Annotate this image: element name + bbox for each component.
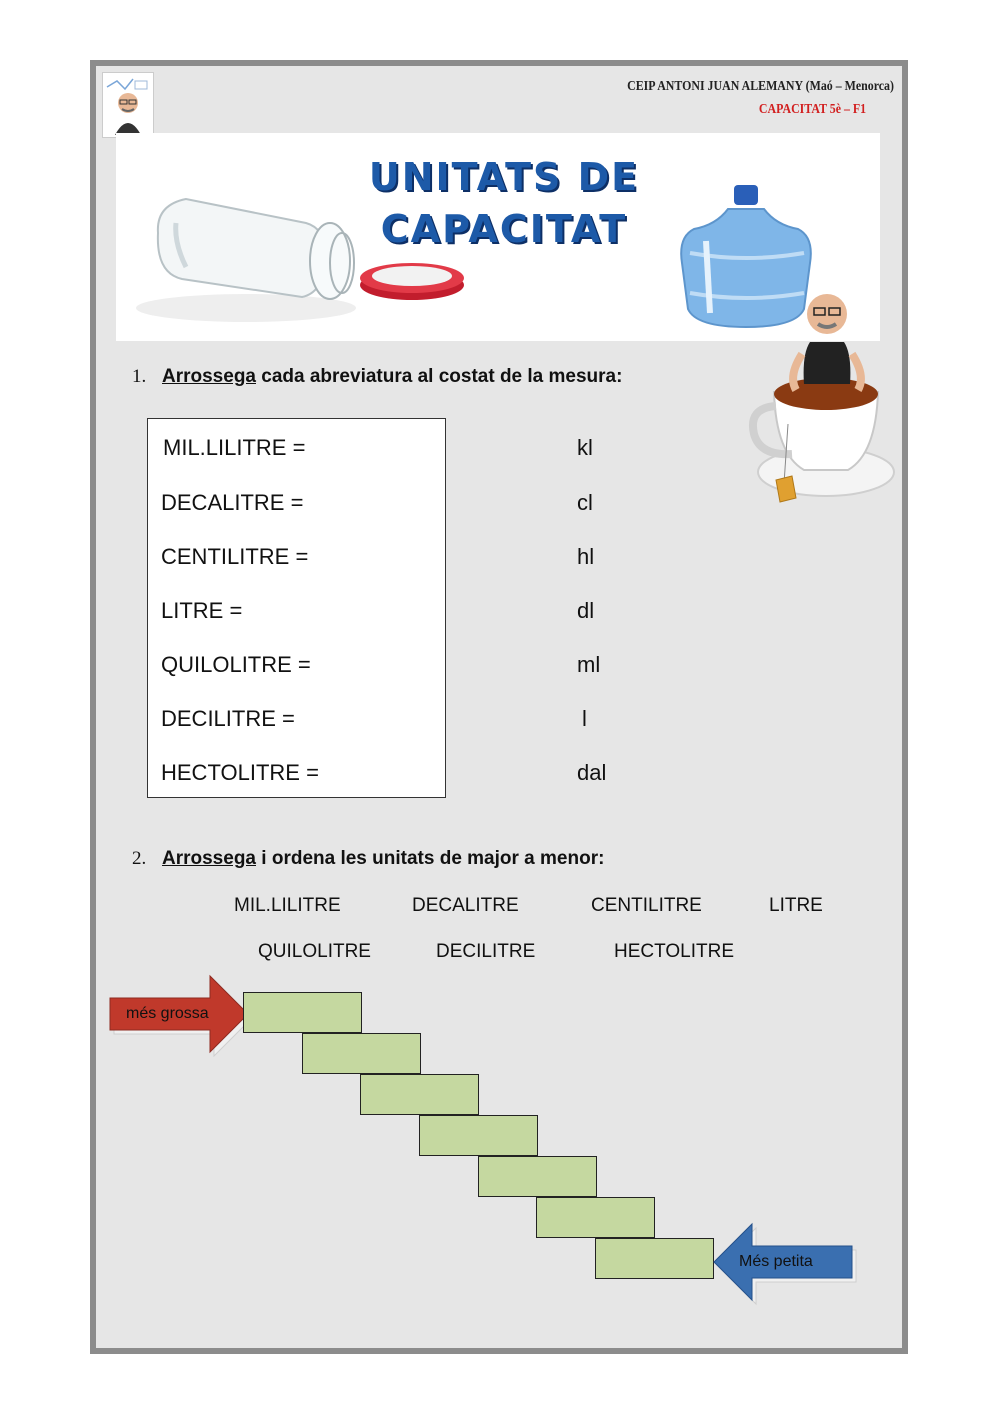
bigger-arrow-label: més grossa	[126, 1005, 209, 1022]
order-slot[interactable]	[478, 1156, 597, 1197]
banner-title-line2: CAPACITAT	[380, 207, 628, 251]
question-1-verb: Arrossega	[162, 366, 256, 387]
draggable-abbreviation[interactable]: l	[582, 706, 587, 731]
question-1-number: 1.	[132, 366, 147, 387]
measure-label: DECILITRE =	[161, 706, 295, 731]
draggable-unit[interactable]: HECTOLITRE	[614, 941, 735, 962]
avatar-logo	[102, 72, 154, 138]
measure-label: DECALITRE =	[161, 490, 304, 515]
question-2-number: 2.	[132, 848, 147, 869]
worksheet-page	[90, 60, 908, 1354]
draggable-unit[interactable]: MIL.LILITRE	[234, 895, 341, 916]
order-slot[interactable]	[302, 1033, 421, 1074]
school-name: CEIP ANTONI JUAN ALEMANY (Maó – Menorca)	[627, 79, 894, 94]
banner-title-line1: UNITATS DE	[368, 155, 640, 199]
draggable-abbreviation[interactable]: dal	[577, 760, 607, 785]
worksheet-code: CAPACITAT 5è – F1	[758, 102, 866, 117]
draggable-abbreviation[interactable]: kl	[577, 435, 593, 460]
draggable-unit[interactable]: DECILITRE	[436, 941, 536, 962]
teacher-teacup-icon	[748, 284, 898, 514]
draggable-abbreviation[interactable]: ml	[577, 652, 601, 677]
question-1-title	[132, 366, 622, 388]
measure-label: CENTILITRE =	[161, 544, 309, 569]
banner-title	[354, 151, 654, 255]
question-2-title	[132, 848, 604, 870]
draggable-abbreviation[interactable]: dl	[577, 598, 595, 623]
question-1-instruction: cada abreviatura al costat de la mesura:	[256, 366, 623, 387]
order-slot[interactable]	[595, 1238, 714, 1279]
order-slot[interactable]	[243, 992, 362, 1033]
red-lid-icon	[360, 263, 464, 300]
draggable-unit[interactable]: LITRE	[769, 895, 823, 916]
draggable-unit[interactable]: QUILOLITRE	[258, 941, 371, 962]
question-2-verb: Arrossega	[162, 848, 256, 869]
order-slot[interactable]	[536, 1197, 655, 1238]
draggable-unit[interactable]: CENTILITRE	[591, 895, 702, 916]
question-2-instruction: i ordena les unitats de major a menor:	[256, 848, 605, 869]
draggable-unit[interactable]: DECALITRE	[412, 895, 519, 916]
order-slot[interactable]	[360, 1074, 479, 1115]
glass-jar-icon	[136, 199, 356, 322]
order-slot[interactable]	[419, 1115, 538, 1156]
measure-label: HECTOLITRE =	[161, 760, 319, 785]
draggable-abbreviation[interactable]: hl	[577, 544, 595, 569]
measure-label: QUILOLITRE =	[161, 652, 311, 677]
smaller-arrow-label: Més petita	[739, 1253, 813, 1270]
measure-label: LITRE =	[161, 598, 243, 623]
measure-label: MIL.LILITRE =	[163, 435, 306, 460]
draggable-abbreviation[interactable]: cl	[577, 490, 593, 515]
